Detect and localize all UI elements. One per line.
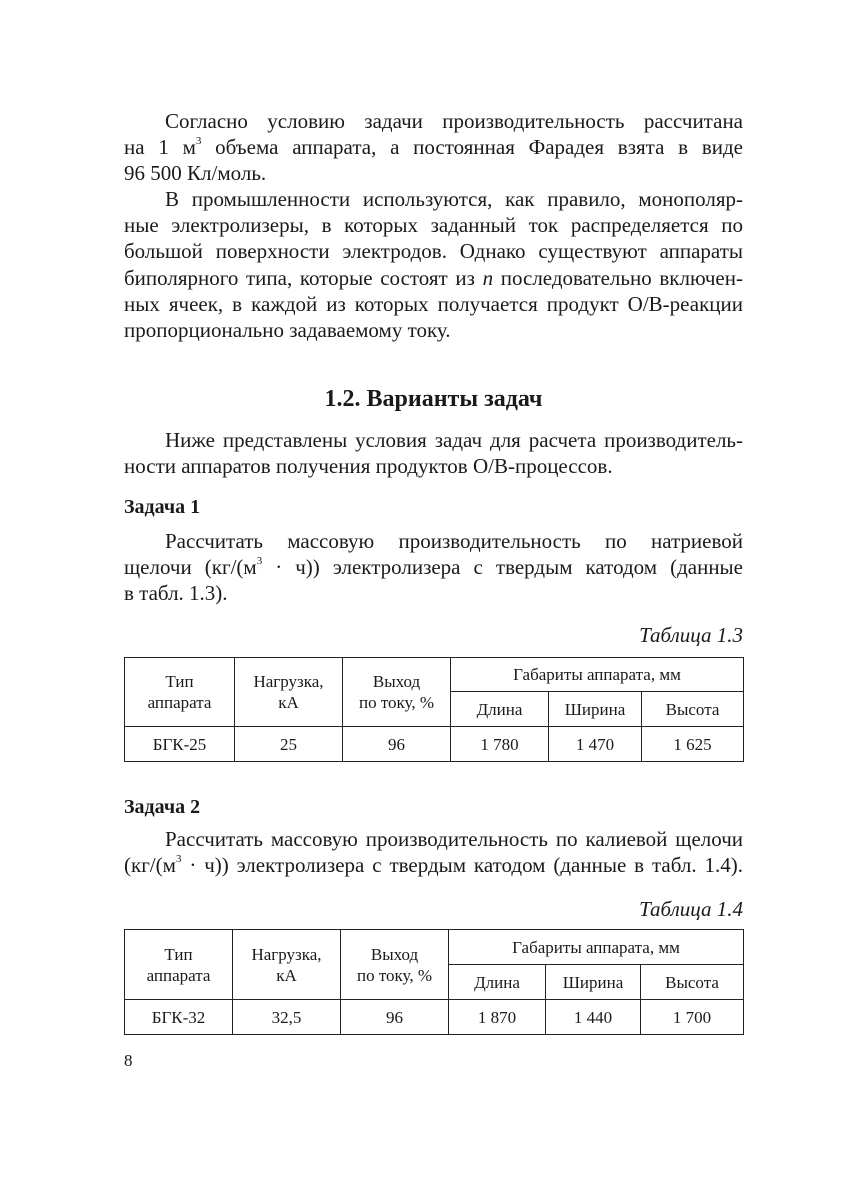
text-line: в табл. 1.3). — [124, 581, 228, 606]
header-height: Высота — [642, 692, 744, 727]
text-line: В промышленности используются, как правило, монополяр- — [165, 187, 743, 211]
table-row — [125, 1000, 744, 1035]
section-heading: 1.2. Варианты задач — [324, 386, 543, 412]
table-1-4-caption: Таблица 1.4 — [639, 897, 743, 921]
cell-width: 1 470 — [549, 727, 642, 762]
header-type: Тип аппарата — [125, 930, 233, 1000]
cell-type: БГК-25 — [125, 727, 235, 762]
page-number: 8 — [124, 1051, 133, 1070]
table-1-4 — [124, 929, 744, 1035]
text-line: ности аппаратов получения продуктов О/В-процессов. — [124, 454, 613, 479]
header-length: Длина — [451, 692, 549, 727]
cell-length: 1 870 — [449, 1000, 546, 1035]
table-1-3 — [124, 657, 744, 762]
header-load: Нагрузка, кА — [233, 930, 341, 1000]
text-line: биполярного типа, которые состоят из n последовательно включен- — [124, 265, 743, 290]
text-line: щелочи $(кг/(м^3 \cdot ч))$ электролизера с твердым катодом (данные — [124, 555, 743, 580]
header-yield: Выход по току, % — [341, 930, 449, 1000]
header-width: Ширина — [546, 965, 641, 1000]
text-line: Ниже представлены условия задач для расчета производитель- — [165, 428, 743, 452]
text-line: большой поверхности электродов. Однако существуют аппараты — [124, 239, 743, 264]
cell-load: 25 — [235, 727, 343, 762]
header-type: Тип аппарата — [125, 658, 235, 727]
task-2-title: Задача 2 — [124, 796, 201, 818]
cell-height: 1 625 — [642, 727, 744, 762]
section-intro — [124, 427, 743, 479]
header-height: Высота — [641, 965, 744, 1000]
text-line: на 1 $м^3$ объема аппарата, а постоянная Фарадея взята в виде — [124, 135, 743, 160]
header-yield: Выход по току, % — [343, 658, 451, 727]
table-1-3-caption: Таблица 1.3 — [639, 623, 743, 647]
text-line: пропорционально задаваемому току. — [124, 318, 451, 343]
text-line: Согласно условию задачи производительность рассчитана — [165, 109, 743, 133]
table-row — [125, 727, 744, 762]
cell-length: 1 780 — [451, 727, 549, 762]
cell-load: 32,5 — [233, 1000, 341, 1035]
text-line: $(кг/(м^3 \cdot ч))$ электролизера с твердым катодом (данные в табл. 1.4). — [124, 853, 743, 878]
paragraph-electrolyzers — [124, 186, 743, 343]
header-dimensions: Габариты аппарата, мм — [451, 658, 744, 692]
text-line: Рассчитать массовую производительность по калиевой щелочи — [165, 827, 743, 851]
task-1-text — [124, 528, 743, 607]
cell-yield: 96 — [343, 727, 451, 762]
cell-type: БГК-32 — [125, 1000, 233, 1035]
cell-width: 1 440 — [546, 1000, 641, 1035]
task-2-text — [124, 826, 743, 878]
cell-yield: 96 — [341, 1000, 449, 1035]
header-dimensions: Габариты аппарата, мм — [449, 930, 744, 965]
text-line: 96 500 Кл/моль. — [124, 161, 267, 186]
header-length: Длина — [449, 965, 546, 1000]
paragraph-faraday — [124, 108, 743, 187]
task-1-title: Задача 1 — [124, 496, 201, 518]
text-line: ных ячеек, в каждой из которых получается продукт О/В-реакции — [124, 291, 743, 316]
header-load: Нагрузка, кА — [235, 658, 343, 727]
text-line: Рассчитать массовую производительность по натриевой — [165, 529, 743, 553]
cell-height: 1 700 — [641, 1000, 744, 1035]
text-line: ные электролизеры, в которых заданный ток распределяется по — [124, 213, 743, 238]
header-width: Ширина — [549, 692, 642, 727]
